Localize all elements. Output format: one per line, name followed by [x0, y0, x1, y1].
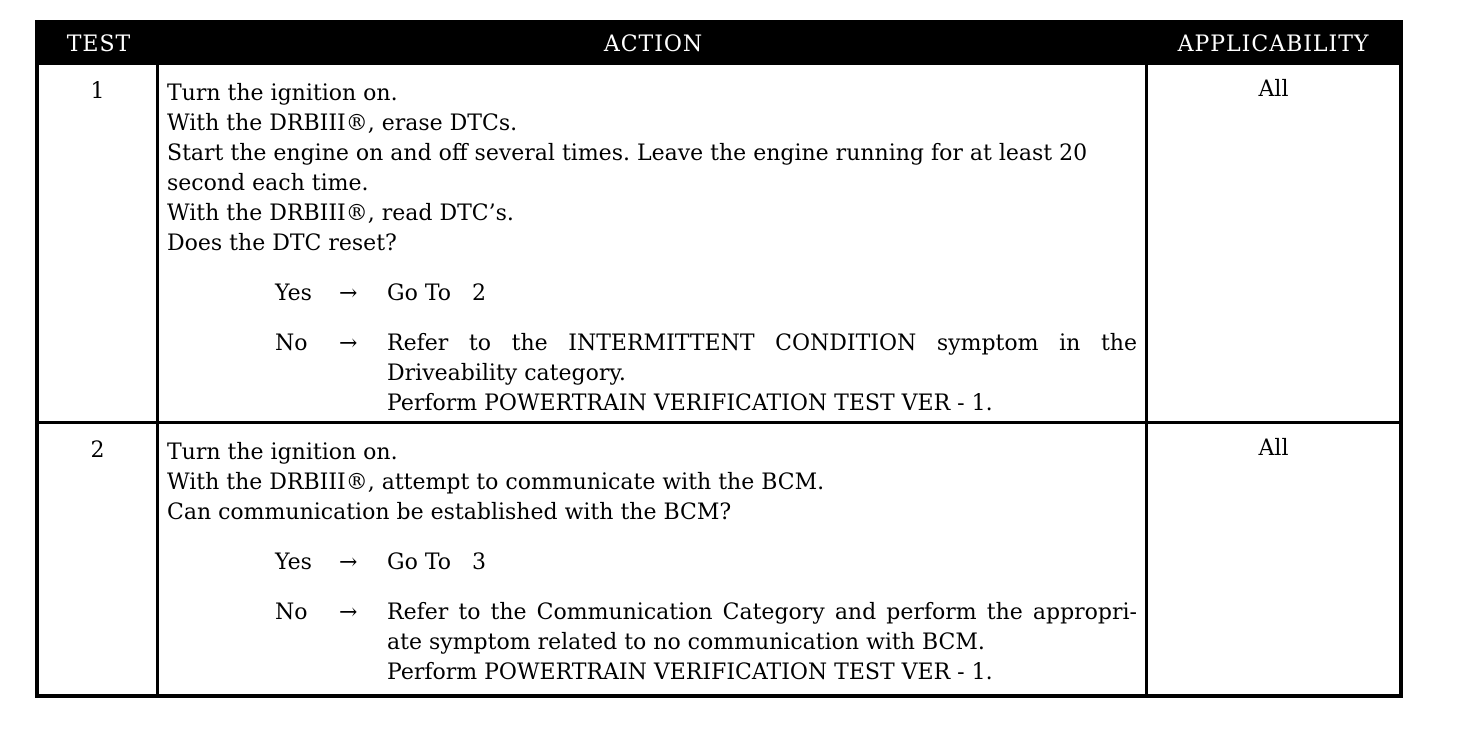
outcome-no-text: [387, 329, 1137, 419]
action-line: Turn the ignition on.: [167, 440, 398, 465]
outcome-yes-label: Yes: [275, 281, 312, 306]
action-line: With the DRBIII®, erase DTCs.: [167, 111, 518, 136]
action-cell: [159, 424, 1148, 694]
test-number: 1: [39, 65, 159, 421]
outcome-yes-text: [387, 548, 1137, 578]
outcome-yes-text: [387, 279, 1137, 309]
arrow-right-icon: →: [339, 331, 358, 356]
outcome-yes: [167, 279, 1137, 309]
action-line: With the DRBIII®, attempt to communicate with the BCM.: [167, 470, 825, 495]
header-test: TEST: [66, 32, 132, 57]
action-line: Can communication be established with the BCM?: [167, 500, 732, 525]
outcome-line: Perform POWERTRAIN VERIFICATION TEST VER - 1.: [387, 391, 993, 416]
table-header: [39, 24, 1399, 65]
outcome-line: Perform POWERTRAIN VERIFICATION TEST VER - 1.: [387, 660, 993, 685]
action-cell: [159, 65, 1148, 421]
action-line: Turn the ignition on.: [167, 81, 398, 106]
table-row: [39, 421, 1399, 694]
arrow-right-icon: →: [339, 550, 358, 575]
action-line: With the DRBIII®, read DTC’s.: [167, 201, 514, 226]
outcome-no-label: No: [275, 600, 308, 625]
action-line: second each time.: [167, 171, 369, 196]
action-line: Start the engine on and off several times. Leave the engine running for at least 20: [167, 141, 1088, 166]
outcome-line: Refer to the Communication Category and perform the appropri-: [387, 600, 1137, 625]
table-row: [39, 65, 1399, 421]
outcome-yes-label: Yes: [275, 550, 312, 575]
test-number: 2: [39, 424, 159, 694]
outcome-no-text: [387, 598, 1137, 688]
action-line: Does the DTC reset?: [167, 231, 397, 256]
outcome-line: Go To 3: [387, 550, 486, 575]
outcome-no: [167, 329, 1137, 419]
applicability-cell: All: [1258, 77, 1289, 102]
outcome-no-label: No: [275, 331, 308, 356]
header-action: ACTION: [603, 32, 704, 57]
outcome-line: Refer to the INTERMITTENT CONDITION symptom in the: [387, 331, 1137, 356]
outcome-line: Go To 2: [387, 281, 486, 306]
outcome-line: ate symptom related to no communication with BCM.: [387, 630, 985, 655]
arrow-right-icon: →: [339, 600, 358, 625]
outcome-line: Driveability category.: [387, 361, 626, 386]
test-table: [35, 20, 1403, 698]
header-applicability: APPLICABILITY: [1177, 32, 1370, 57]
applicability-cell: All: [1258, 436, 1289, 461]
outcome-no: [167, 598, 1137, 688]
arrow-right-icon: →: [339, 281, 358, 306]
outcome-yes: [167, 548, 1137, 578]
